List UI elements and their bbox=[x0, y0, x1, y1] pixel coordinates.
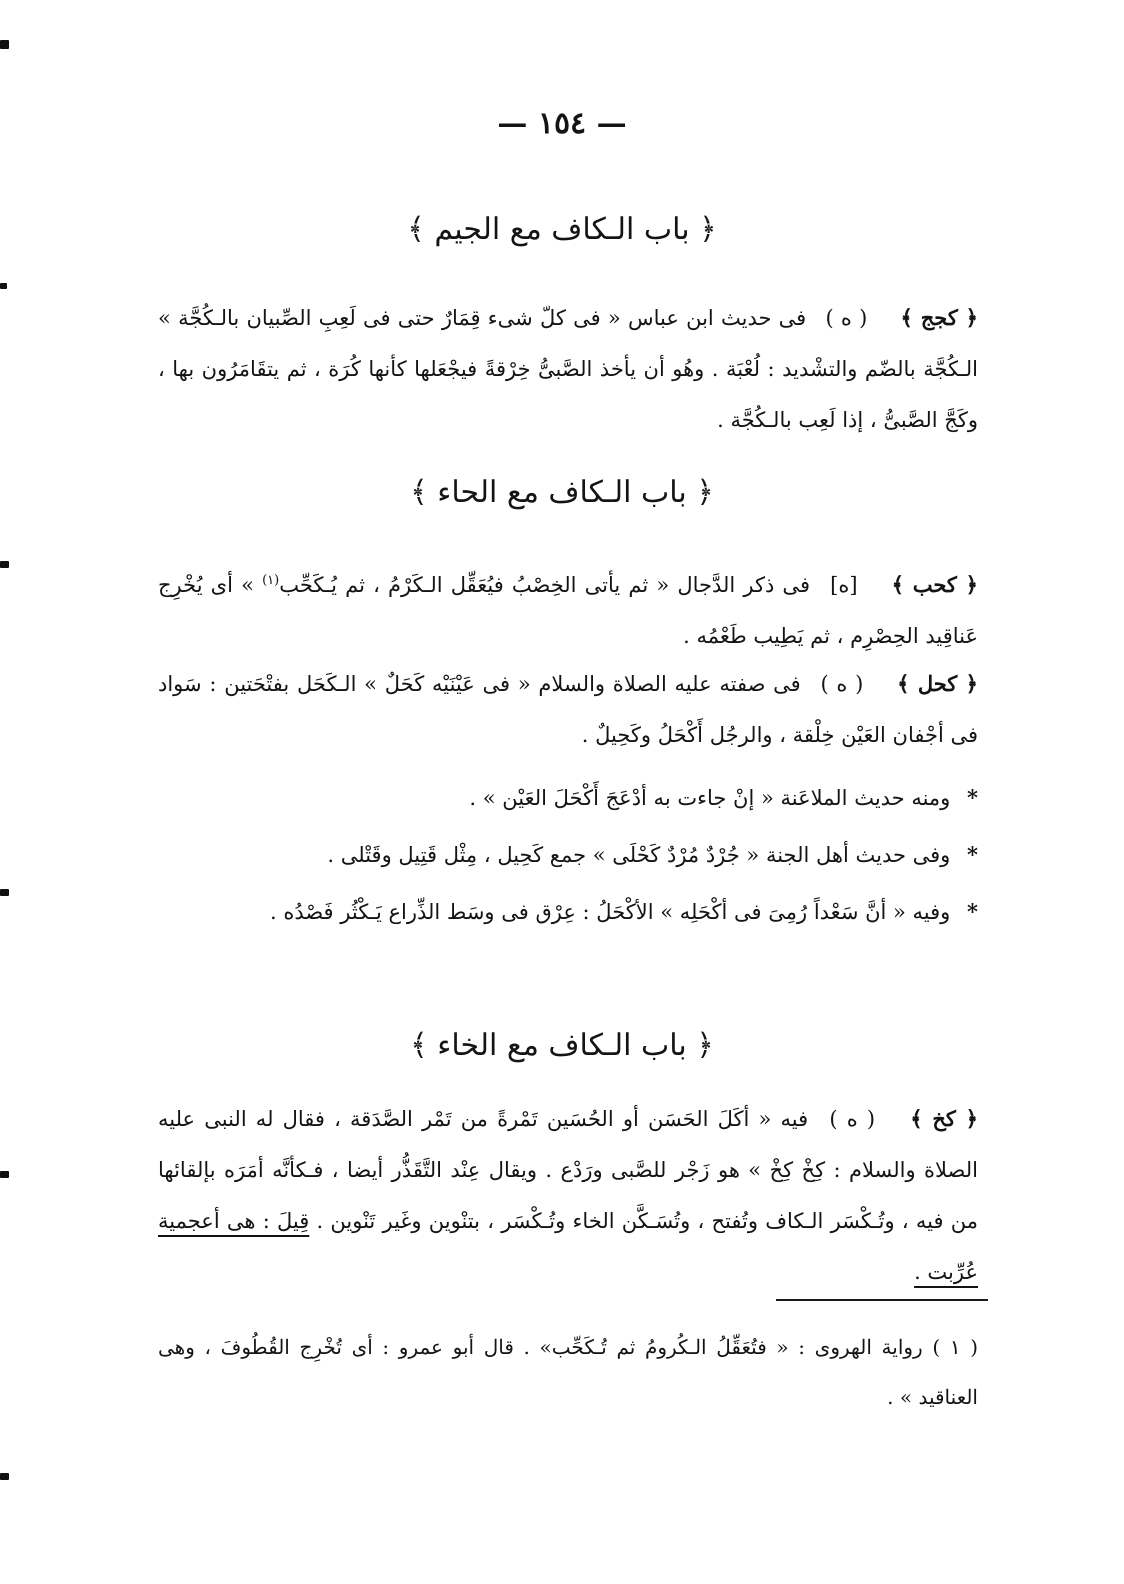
bullet-item bbox=[158, 772, 978, 824]
bullet-symbol: * bbox=[967, 899, 978, 924]
entry-khb bbox=[158, 555, 978, 662]
scan-edge-mark bbox=[0, 1473, 9, 1480]
footnote-marker: (١) bbox=[262, 573, 280, 588]
entry-khl bbox=[158, 658, 978, 761]
scan-edge-mark bbox=[0, 561, 9, 568]
entry-source-mark: [ه] bbox=[830, 573, 858, 597]
bullet-text: ومنه حديث الملاعَنة « إنْ جاءت به أدْعَجَ أَكْحَلَ العَيْن » . bbox=[469, 786, 951, 810]
entry-text: فيه « أكَلَ الحَسَن أو الحُسَين تَمْرةً من تَمْر الصَّدَقة ، فقال له النبى عليه الصلاة والسلام : كِخْ كِخْ » هو زَجْر للصَّبى ورَدْع . ويقال عِنْد التَّقَذُّر أيضا ، فـكأنَّه أمَرَه بإلقائها من فيه ، وتُـكْسَر الـكاف وتُفتح ، وتُسَـكَّن الخاء وتُـكْسَر ، بتنْوين وغَير تَنْوين . bbox=[158, 1107, 978, 1233]
section-heading-kaf-ha: ﴿ باب الـكاف مع الحاء ﴾ bbox=[410, 475, 714, 510]
bullet-symbol: * bbox=[967, 785, 978, 810]
footnote-number: ( ١ ) bbox=[932, 1335, 979, 1359]
entry-root-tag: ﴿ كجج ﴾ bbox=[900, 305, 978, 330]
entry-text: فى حديث ابن عباس « فى كلّ شىء قِمَارٌ حتى فى لَعِبِ الصِّبيان بالـكُجَّة » الـكُجَّة بالضّم والتشْديد : لُعْبَة . وهُو أن يأخذ الصَّبىُّ خِرْقةً فيجْعَلها كأنها كُرَة ، ثم يتقَامَرُون بها ، وكَجَّ الصَّبىُّ ، إذا لَعِب بالـكُجَّة . bbox=[158, 306, 978, 432]
entry-source-mark: ( ه ) bbox=[825, 306, 868, 330]
bullet-item bbox=[158, 886, 978, 938]
footnote-text: رواية الهروى : « فتُعَقِّلُ الـكُرومُ ثم تُـكَحِّب» . قال أبو عمرو : أى تُخْرِج القُطُوفَ ، وهى العناقيد » . bbox=[158, 1335, 978, 1409]
scan-edge-mark bbox=[0, 889, 9, 896]
entry-text-underlined: قِيلَ : هى أعجمية عُرِّبت . bbox=[158, 1209, 978, 1284]
page-number: — ١٥٤ — bbox=[497, 106, 627, 141]
entry-text-continued: » أى يُخْرِج عَناقِيد الحِصْرِم ، ثم يَطِيب طَعْمُه . bbox=[158, 573, 978, 648]
entry-root-tag: ﴿ كخ ﴾ bbox=[910, 1106, 978, 1131]
entry-text: فى صفته عليه الصلاة والسلام « فى عَيْنَيْه كَحَلٌ » الـكَحَل بفتْحَتين : سَواد فى أجْفان العَيْن خِلْقة ، والرجُل أَكْحَلُ وكَحِيلٌ . bbox=[158, 672, 978, 747]
bullet-text: وفى حديث أهل الجنة « جُرْدٌ مُرْدٌ كَحْلَى » جمع كَحِيل ، مِثْل قَتِيل وقَتْلى . bbox=[327, 843, 951, 867]
scan-edge-mark bbox=[0, 283, 7, 289]
section-heading-kaf-jim: ﴿ باب الـكاف مع الجيم ﴾ bbox=[407, 212, 717, 247]
bullet-symbol: * bbox=[967, 842, 978, 867]
entry-text: فى ذكر الدَّجال « ثم يأتى الخِصْبُ فيُعَقِّل الـكَرْمُ ، ثم يُـكَحِّب bbox=[279, 573, 810, 597]
entry-root-tag: ﴿ كحب ﴾ bbox=[891, 572, 978, 597]
footnote bbox=[158, 1322, 978, 1422]
entry-kjj bbox=[158, 292, 978, 446]
footnote-divider bbox=[776, 1299, 988, 1301]
entry-source-mark: ( ه ) bbox=[829, 1107, 876, 1131]
section-heading-kaf-kha: ﴿ باب الـكاف مع الخاء ﴾ bbox=[410, 1028, 714, 1063]
bullet-item bbox=[158, 829, 978, 881]
entry-source-mark: ( ه ) bbox=[820, 672, 864, 696]
scan-edge-mark bbox=[0, 40, 9, 49]
bullet-text: وفيه « أنَّ سَعْداً رُمِىَ فى أكْحَلِه » الأكْحَلُ : عِرْق فى وسَط الذِّراع يَـكْثُر فَصْدُه . bbox=[269, 900, 951, 924]
entry-kkh bbox=[158, 1093, 978, 1298]
entry-root-tag: ﴿ كحل ﴾ bbox=[897, 671, 978, 696]
scan-edge-mark bbox=[0, 1171, 9, 1178]
